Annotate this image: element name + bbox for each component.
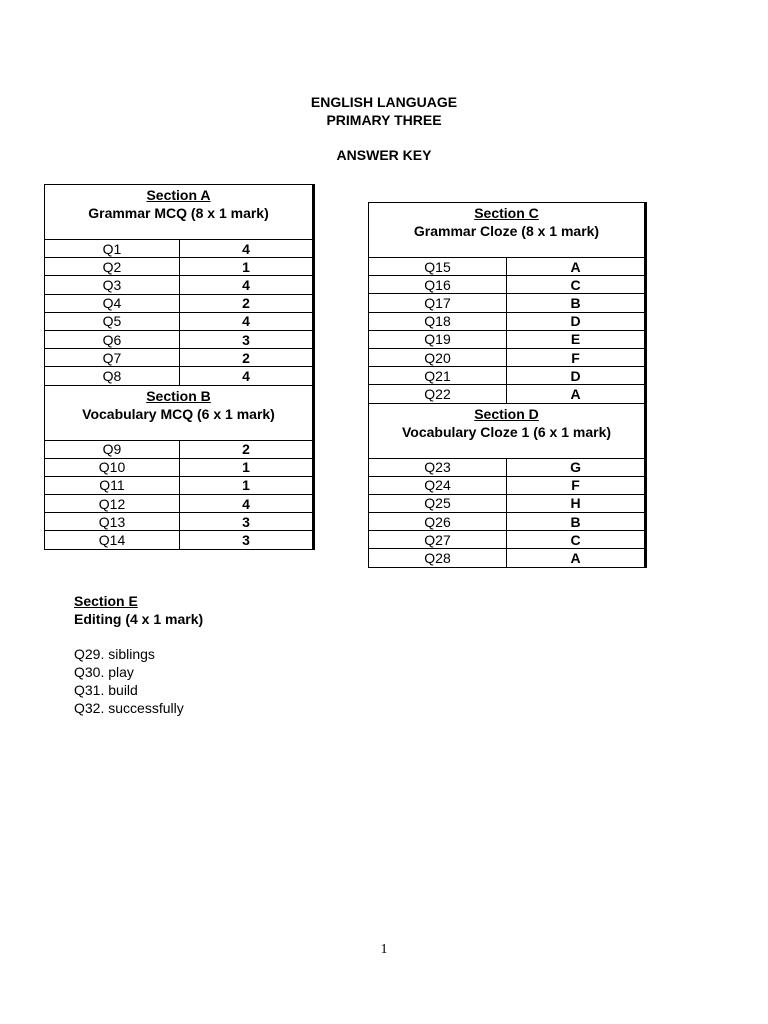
table-row (45, 367, 313, 385)
table-row (45, 495, 313, 513)
section-d-header (369, 403, 645, 458)
question-number: Q6 (45, 330, 180, 348)
question-number: Q13 (45, 513, 180, 531)
question-number: Q28 (369, 549, 507, 567)
question-number: Q11 (45, 476, 180, 494)
answer: A (507, 258, 645, 276)
section-d-title: Section D (474, 405, 539, 422)
table-row (369, 458, 645, 476)
section-e-answers (74, 645, 203, 717)
answer: 3 (180, 330, 313, 348)
answer: H (507, 494, 645, 512)
table-row (45, 240, 313, 258)
table-row (369, 294, 645, 312)
table-row (369, 312, 645, 330)
section-b-body (45, 385, 313, 549)
answer: A (507, 385, 645, 403)
question-number: Q8 (45, 367, 180, 385)
answer: C (507, 531, 645, 549)
section-a-title: Section A (146, 187, 211, 203)
table-row (369, 348, 645, 366)
section-a-header-row (45, 185, 313, 240)
level-heading: PRIMARY THREE (326, 112, 442, 128)
section-d-header-row (369, 403, 645, 458)
answer: A (507, 549, 645, 567)
question-number: Q1 (45, 240, 180, 258)
answer: B (507, 294, 645, 312)
question-number: Q10 (45, 458, 180, 476)
answer: D (507, 312, 645, 330)
list-item: Q32. successfully (74, 700, 184, 716)
question-number: Q27 (369, 531, 507, 549)
question-number: Q14 (45, 531, 180, 549)
table-row (369, 276, 645, 294)
answer: 2 (180, 349, 313, 367)
answer: 2 (180, 440, 313, 458)
question-number: Q12 (45, 495, 180, 513)
section-b-header (45, 385, 313, 440)
question-number: Q9 (45, 440, 180, 458)
list-item: Q29. siblings (74, 646, 155, 662)
table-row (45, 476, 313, 494)
section-c-header-row (369, 203, 645, 258)
section-e (74, 592, 203, 717)
table-row (45, 276, 313, 294)
table-row (45, 349, 313, 367)
section-c-subtitle: Grammar Cloze (8 x 1 mark) (413, 223, 600, 239)
section-b-title: Section B (146, 387, 211, 404)
answer: 4 (180, 495, 313, 513)
table-row (45, 258, 313, 276)
table-row (45, 312, 313, 330)
table-row (369, 549, 645, 567)
answer: 2 (180, 294, 313, 312)
section-d-body (369, 403, 645, 567)
question-number: Q21 (369, 367, 507, 385)
answer: 1 (180, 458, 313, 476)
answer: D (507, 367, 645, 385)
question-number: Q20 (369, 348, 507, 366)
section-a-header (45, 185, 313, 240)
question-number: Q24 (369, 476, 507, 494)
question-number: Q23 (369, 458, 507, 476)
answer: F (507, 476, 645, 494)
question-number: Q7 (45, 349, 180, 367)
section-c-title: Section C (474, 205, 539, 221)
section-d-subtitle: Vocabulary Cloze 1 (6 x 1 mark) (401, 423, 612, 440)
answer: 4 (180, 276, 313, 294)
answer-key-title: ANSWER KEY (336, 147, 432, 163)
table-row (369, 531, 645, 549)
section-c-header (369, 203, 645, 258)
question-number: Q16 (369, 276, 507, 294)
answer: G (507, 458, 645, 476)
answer-table-right (368, 202, 645, 568)
page-number: 1 (380, 942, 388, 957)
subject-heading: ENGLISH LANGUAGE (310, 94, 458, 110)
table-row (45, 531, 313, 549)
list-item: Q30. play (74, 664, 134, 680)
question-number: Q5 (45, 312, 180, 330)
question-number: Q17 (369, 294, 507, 312)
question-number: Q3 (45, 276, 180, 294)
answer: 4 (180, 367, 313, 385)
answer: C (507, 276, 645, 294)
answer: 4 (180, 240, 313, 258)
question-number: Q22 (369, 385, 507, 403)
section-c-body (369, 203, 645, 404)
question-number: Q26 (369, 513, 507, 531)
table-row (369, 367, 645, 385)
answer: 3 (180, 513, 313, 531)
table-row (369, 385, 645, 403)
question-number: Q25 (369, 494, 507, 512)
section-b-subtitle: Vocabulary MCQ (6 x 1 mark) (82, 405, 275, 422)
table-row (369, 258, 645, 276)
answer: B (507, 513, 645, 531)
table-row (369, 330, 645, 348)
question-number: Q19 (369, 330, 507, 348)
question-number: Q4 (45, 294, 180, 312)
question-number: Q15 (369, 258, 507, 276)
table-row (369, 494, 645, 512)
table-row (45, 458, 313, 476)
answer: 1 (180, 476, 313, 494)
list-item: Q31. build (74, 682, 138, 698)
answer: 1 (180, 258, 313, 276)
question-number: Q18 (369, 312, 507, 330)
section-b-header-row (45, 385, 313, 440)
table-row (45, 513, 313, 531)
table-row (369, 513, 645, 531)
table-row (369, 476, 645, 494)
table-row (45, 440, 313, 458)
section-a-subtitle: Grammar MCQ (8 x 1 mark) (88, 205, 269, 221)
answer: F (507, 348, 645, 366)
section-e-subtitle: Editing (4 x 1 mark) (74, 611, 204, 627)
answer: 3 (180, 531, 313, 549)
answer: E (507, 330, 645, 348)
table-row (45, 294, 313, 312)
answer-table-left (44, 184, 313, 550)
section-e-title: Section E (74, 593, 138, 609)
table-row (45, 330, 313, 348)
section-a-body (45, 185, 313, 386)
answer: 4 (180, 312, 313, 330)
question-number: Q2 (45, 258, 180, 276)
